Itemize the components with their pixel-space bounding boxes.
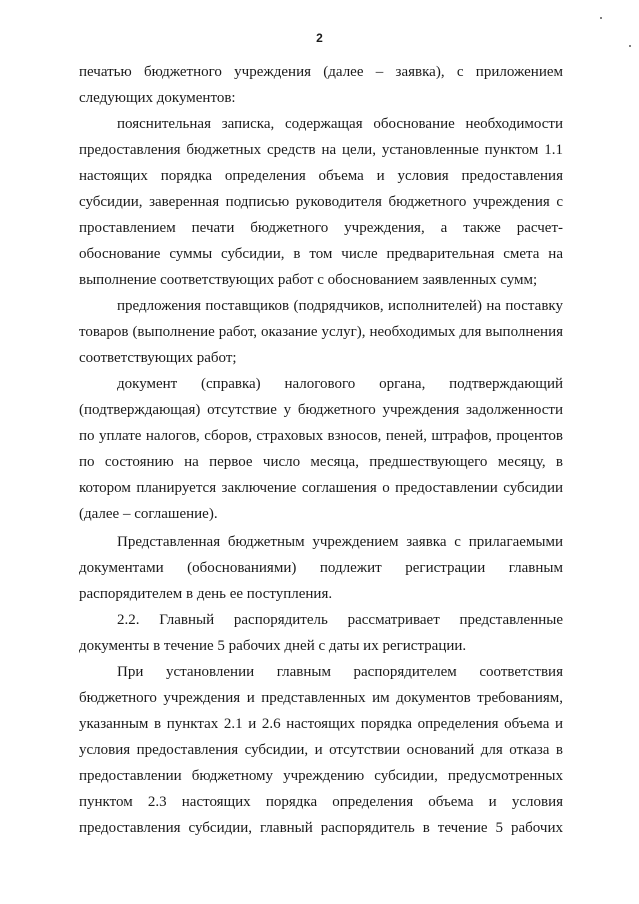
text-line: проставлением печати бюджетного учреждения, а также расчет- [79, 220, 563, 236]
text-line: указанным в пунктах 2.1 и 2.6 настоящих порядка определения объема и [79, 716, 563, 732]
text-line: печатью бюджетного учреждения (далее – заявка), с приложением [79, 64, 563, 80]
text-line: распорядителем в день ее поступления. [79, 586, 333, 602]
text-line: по состоянию на первое число месяца, предшествующего месяцу, в [79, 454, 563, 470]
text-line: выполнение соответствующих работ с обоснованием заявленных сумм; [79, 272, 538, 288]
text-line: предложения поставщиков (подрядчиков, исполнителей) на поставку [117, 298, 563, 314]
text-line: документ (справка) налогового органа, подтверждающий [117, 376, 563, 392]
text-line: 2.2. Главный распорядитель рассматривает представленные [117, 612, 563, 628]
text-line: по уплате налогов, сборов, страховых взносов, пеней, штрафов, процентов [79, 428, 563, 444]
text-line: обоснование суммы субсидии, в том числе предварительная смета на [79, 246, 563, 262]
text-line: документами (обоснованиями) подлежит регистрации главным [79, 560, 563, 576]
scan-speck [600, 17, 602, 19]
text-line: предоставления субсидии, главный распорядитель в течение 5 рабочих [79, 820, 563, 836]
text-line: следующих документов: [79, 90, 236, 106]
text-line: документы в течение 5 рабочих дней с даты их регистрации. [79, 638, 467, 654]
text-line: При установлении главным распорядителем соответствия [117, 664, 563, 680]
text-line: субсидии, заверенная подписью руководителя бюджетного учреждения с [79, 194, 563, 210]
text-line: Представленная бюджетным учреждением заявка с прилагаемыми [117, 534, 563, 550]
text-line: пояснительная записка, содержащая обоснование необходимости [117, 116, 563, 132]
text-line: условия предоставления субсидии, и отсутствии оснований для отказа в [79, 742, 563, 758]
page-number: 2 [316, 31, 323, 45]
text-line: (далее – соглашение). [79, 506, 218, 522]
scan-speck [629, 45, 631, 47]
text-line: бюджетного учреждения и представленных им документов требованиям, [79, 690, 563, 706]
text-line: товаров (выполнение работ, оказание услуг), необходимых для выполнения [79, 324, 563, 340]
text-line: котором планируется заключение соглашения о предоставлении субсидии [79, 480, 563, 496]
text-line: (подтверждающая) отсутствие у бюджетного учреждения задолженности [79, 402, 563, 418]
text-line: предоставления бюджетных средств на цели, установленные пунктом 1.1 [79, 142, 563, 158]
text-line: предоставлении бюджетному учреждению субсидии, предусмотренных [79, 768, 563, 784]
text-line: пунктом 2.3 настоящих порядка определения объема и условия [79, 794, 563, 810]
text-line: соответствующих работ; [79, 350, 237, 366]
text-line: настоящих порядка определения объема и условия предоставления [79, 168, 563, 184]
